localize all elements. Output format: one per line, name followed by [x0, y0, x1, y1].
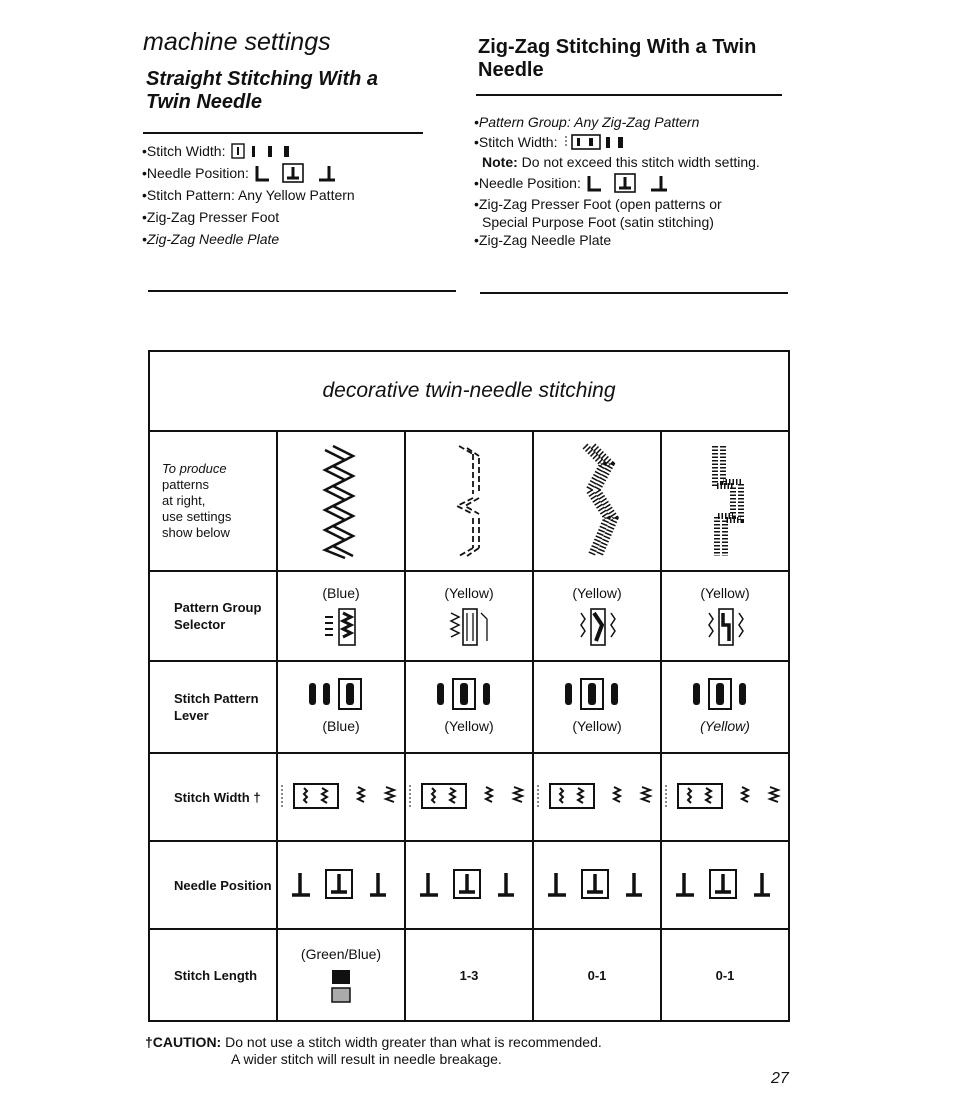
needle-position-setting-icon	[670, 867, 780, 901]
list-item: • Needle Position:	[142, 162, 355, 184]
stitch-length-value: 0-1	[661, 929, 789, 1021]
pattern-group-selector-icon	[575, 605, 619, 649]
pattern-group-selector-icon	[319, 605, 363, 649]
right-rule-bottom	[480, 292, 788, 294]
stitch-width-setting-icon	[662, 781, 788, 811]
pattern-group-selector-icon	[703, 605, 747, 649]
needle-position-cell-2	[405, 841, 533, 929]
list-item: • Zig-Zag Needle Plate	[474, 232, 612, 248]
list-item: • Zig-Zag Presser Foot (open patterns or	[474, 196, 722, 212]
pattern-group-cell-1	[277, 571, 405, 661]
page-number: 27	[771, 1070, 789, 1087]
row-label-stitch-width: Stitch Width †	[149, 753, 277, 841]
stitch-width-cell-4	[661, 753, 789, 841]
stitch-width-cell-2	[405, 753, 533, 841]
left-rule-top	[143, 132, 423, 134]
needle-position-icon	[585, 172, 675, 194]
list-item: Special Purpose Foot (satin stitching)	[482, 214, 714, 230]
list-item: • Stitch Width:	[474, 132, 760, 152]
list-item: • Pattern Group: Any Zig-Zag Pattern	[474, 114, 700, 130]
stitch-length-dial-icon	[326, 966, 356, 1006]
pattern-sample-4	[661, 431, 789, 571]
stitch-pattern-lever-icon	[303, 677, 379, 711]
intro-line: use settings	[162, 509, 232, 524]
stitch-width-setting-icon	[278, 781, 404, 811]
list-item: • Zig-Zag Presser Foot	[142, 209, 280, 225]
pattern-group-cell-2	[405, 571, 533, 661]
color-caption: (Yellow)	[444, 584, 494, 601]
stitch-pattern-lever-icon	[687, 677, 763, 711]
satin-wave-pattern-icon	[567, 440, 627, 560]
row-label-stitch-length: Stitch Length	[149, 929, 277, 1021]
needle-position-setting-icon	[414, 867, 524, 901]
color-caption: (Green/Blue)	[300, 945, 382, 962]
list-item: • Zig-Zag Needle Plate	[142, 231, 280, 247]
stitch-pattern-cell-3	[533, 661, 661, 753]
needle-position-setting-icon	[286, 867, 396, 901]
list-item: • Stitch Width:	[142, 140, 355, 162]
stitch-width-cell-3	[533, 753, 661, 841]
open-chevron-pattern-icon	[439, 440, 499, 560]
stitch-width-setting-icon	[534, 781, 660, 811]
pattern-sample-1	[277, 431, 405, 571]
color-caption: (Blue)	[322, 717, 360, 734]
left-settings-list	[142, 140, 355, 250]
intro-line: at right,	[162, 493, 206, 508]
pattern-group-selector-icon	[447, 605, 491, 649]
needle-position-cell-1	[277, 841, 405, 929]
intro-line: show below	[162, 525, 230, 540]
stitch-pattern-cell-4	[661, 661, 789, 753]
right-heading: Zig-Zag Stitching With a Twin Needle	[478, 36, 757, 81]
caution-label: †CAUTION:	[145, 1034, 222, 1050]
table-title: decorative twin-needle stitching	[149, 351, 789, 431]
stitch-width-icon	[562, 133, 642, 151]
stitch-pattern-lever-icon	[431, 677, 507, 711]
row-label-stitch-pattern: Stitch Pattern Lever	[149, 661, 277, 753]
color-caption: (Yellow)	[700, 584, 750, 601]
color-caption: (Yellow)	[572, 717, 622, 734]
pattern-sample-2	[405, 431, 533, 571]
caution-line: A wider stitch will result in needle breakage.	[231, 1051, 502, 1067]
stitch-width-cell-1	[277, 753, 405, 841]
intro-line: To produce	[162, 461, 227, 476]
section-title: machine settings	[143, 28, 331, 56]
intro-line: patterns	[162, 477, 209, 492]
needle-position-icon	[253, 162, 343, 184]
caution-note	[145, 1034, 602, 1068]
left-heading: Straight Stitching With a Twin Needle	[146, 68, 379, 113]
right-settings-list	[474, 112, 760, 250]
decorative-stitching-table	[148, 350, 790, 1022]
row-label-needle-position: Needle Position	[149, 841, 277, 929]
stitch-width-icon	[230, 142, 310, 160]
list-item: • Stitch Pattern: Any Yellow Pattern	[142, 187, 355, 203]
needle-position-cell-4	[661, 841, 789, 929]
zigzag-pattern-icon	[311, 440, 371, 560]
needle-position-cell-3	[533, 841, 661, 929]
color-caption: (Blue)	[322, 584, 360, 601]
needle-position-setting-icon	[542, 867, 652, 901]
stitch-length-cell-1	[277, 929, 405, 1021]
pattern-sample-3	[533, 431, 661, 571]
stitch-width-setting-icon	[406, 781, 532, 811]
stitch-pattern-cell-2	[405, 661, 533, 753]
caution-line: Do not use a stitch width greater than what is recommended.	[225, 1034, 602, 1050]
pattern-group-cell-3	[533, 571, 661, 661]
color-caption: (Yellow)	[572, 584, 622, 601]
stitch-length-value: 1-3	[405, 929, 533, 1021]
note: Note: Do not exceed this stitch width setting.	[482, 154, 760, 170]
intro-cell	[149, 431, 277, 571]
list-item: • Needle Position:	[474, 172, 760, 194]
left-rule-bottom	[148, 290, 456, 292]
stitch-pattern-cell-1	[277, 661, 405, 753]
satin-block-pattern-icon	[695, 440, 755, 560]
color-caption: (Yellow)	[444, 717, 494, 734]
row-label-pattern-group: Pattern Group Selector	[149, 571, 277, 661]
stitch-length-value: 0-1	[533, 929, 661, 1021]
stitch-pattern-lever-icon	[559, 677, 635, 711]
pattern-group-cell-4	[661, 571, 789, 661]
color-caption: (Yellow)	[700, 717, 750, 734]
right-rule-top	[476, 94, 782, 96]
